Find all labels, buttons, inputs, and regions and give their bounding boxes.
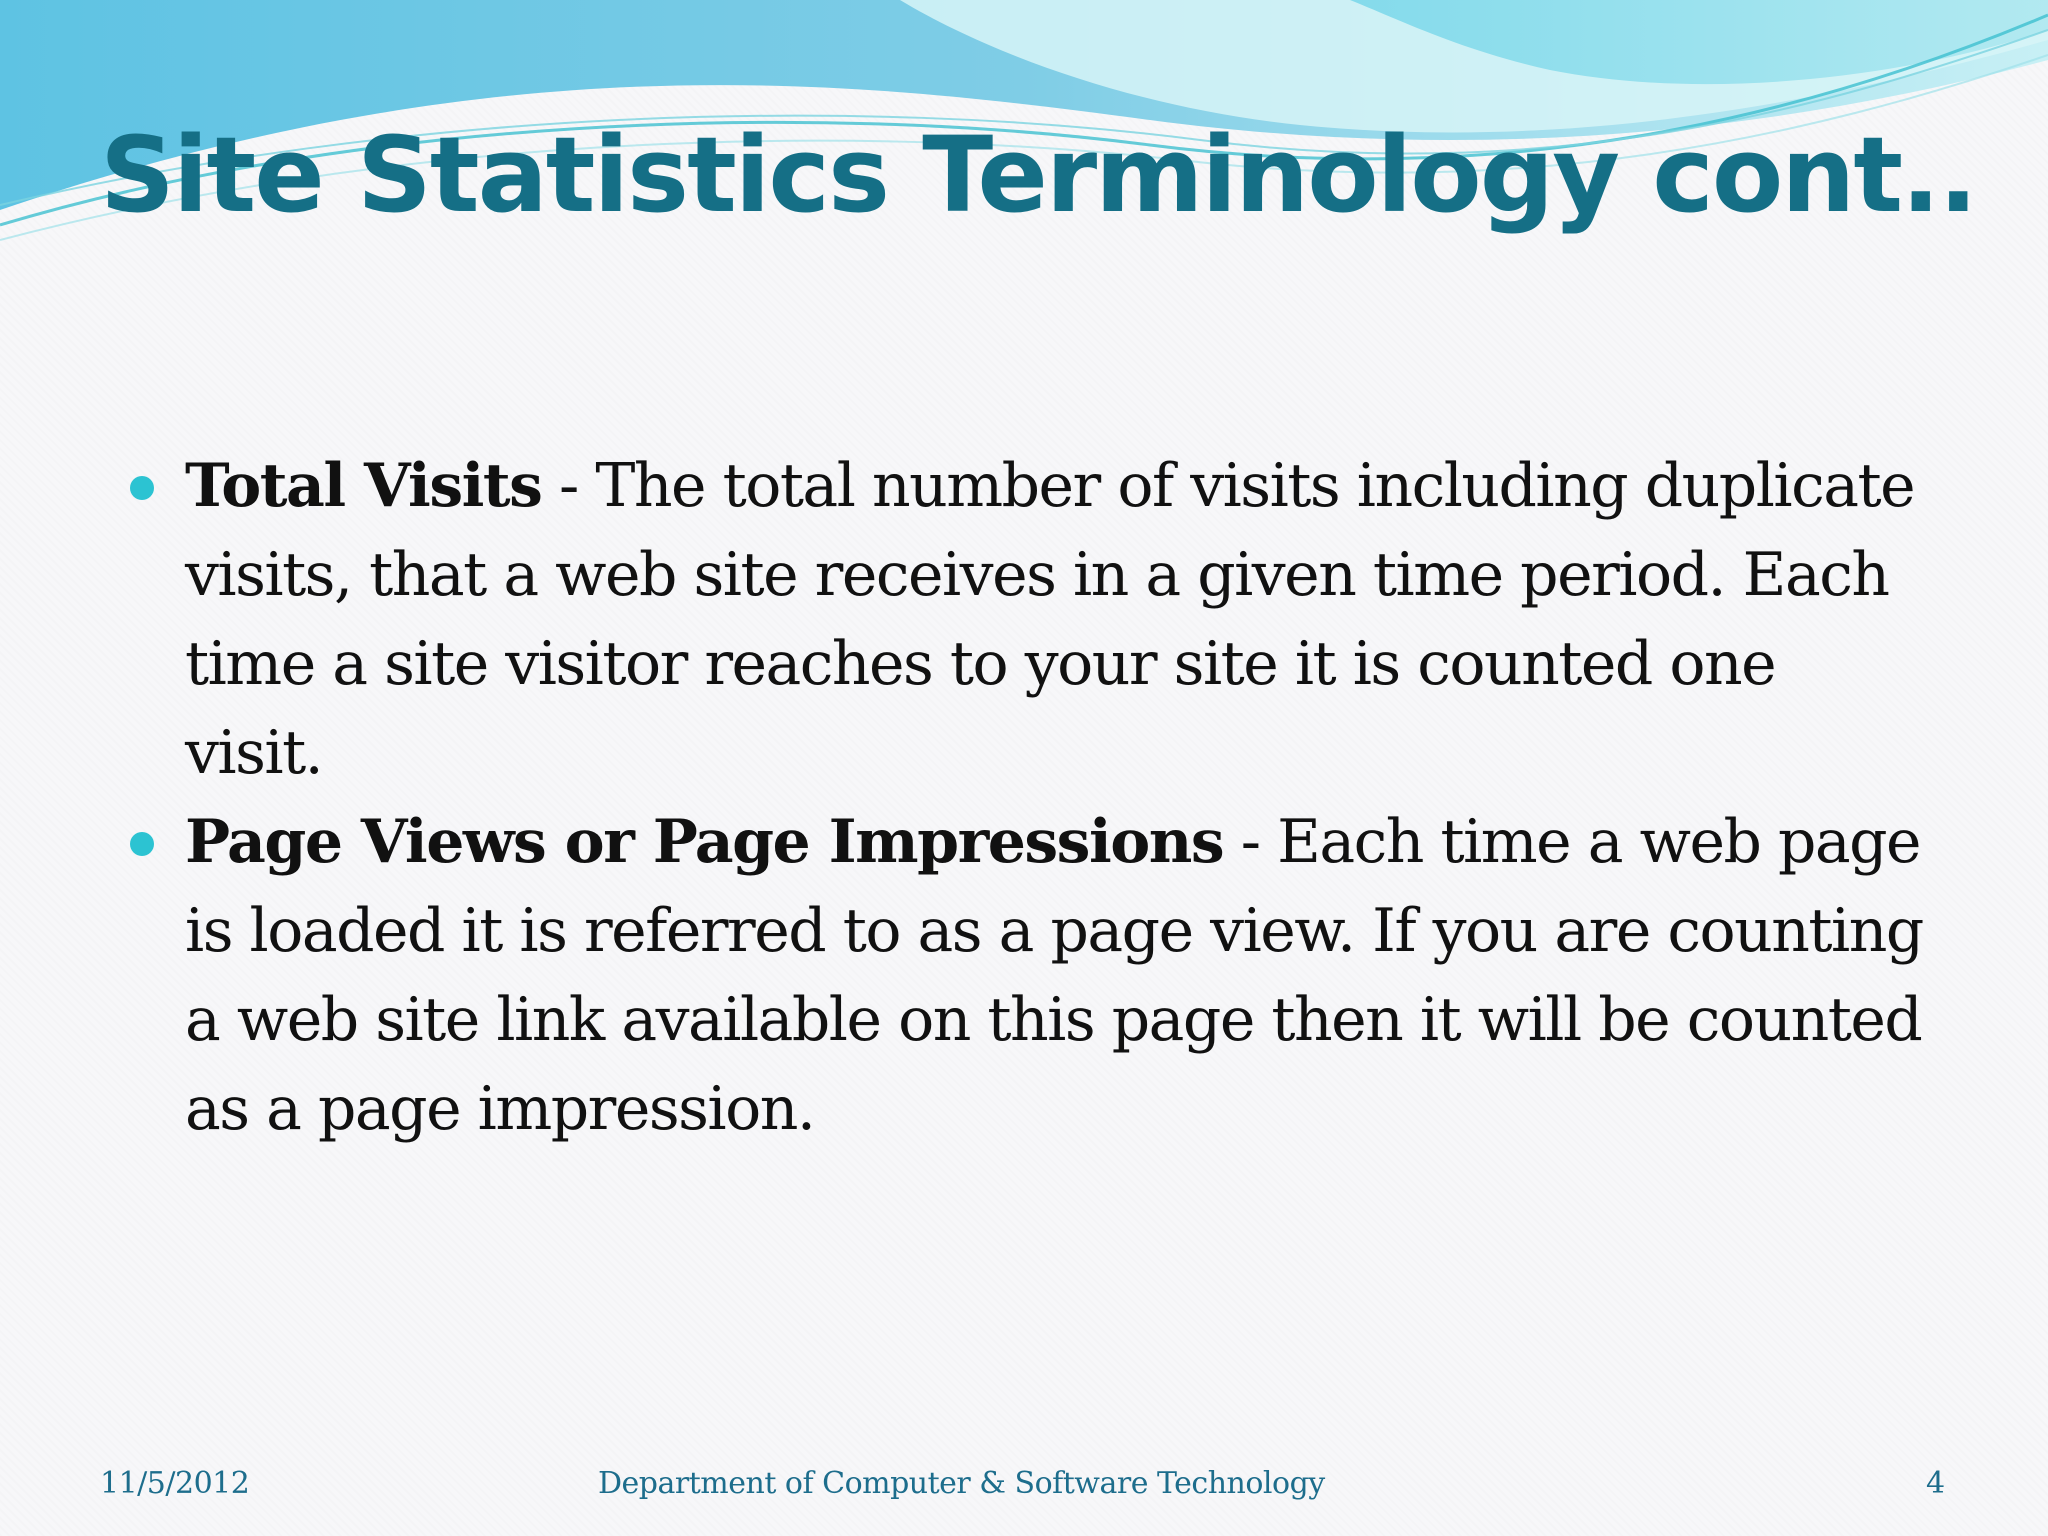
bullet-separator: - xyxy=(541,451,596,521)
slide-number: 4 xyxy=(1926,1466,1945,1501)
bullet-term: Total Visits xyxy=(185,451,542,521)
bullet-list xyxy=(185,442,1925,1154)
bullet-item-total-visits xyxy=(185,442,1925,798)
bullet-text: Each time a web page is loaded it is referred to as a page view. If you are counting a web site link available on this page then it will be counted as a page impression. xyxy=(185,807,1923,1144)
bullet-item-page-views xyxy=(185,798,1925,1154)
bullet-separator: - xyxy=(1223,807,1278,877)
slide-title: Site Statistics Terminology cont.. xyxy=(100,114,1977,236)
footer-department: Department of Computer & Software Technology xyxy=(598,1466,1325,1501)
bullet-term: Page Views or Page Impressions xyxy=(185,807,1224,877)
bullet-text: The total number of visits including duplicate visits, that a web site receives in a given time period. Each time a site visitor reaches to your site it is counted one visit. xyxy=(185,451,1915,788)
bullet-dot-icon xyxy=(130,832,154,856)
footer-date: 11/5/2012 xyxy=(100,1466,250,1501)
bullet-dot-icon xyxy=(130,476,154,500)
